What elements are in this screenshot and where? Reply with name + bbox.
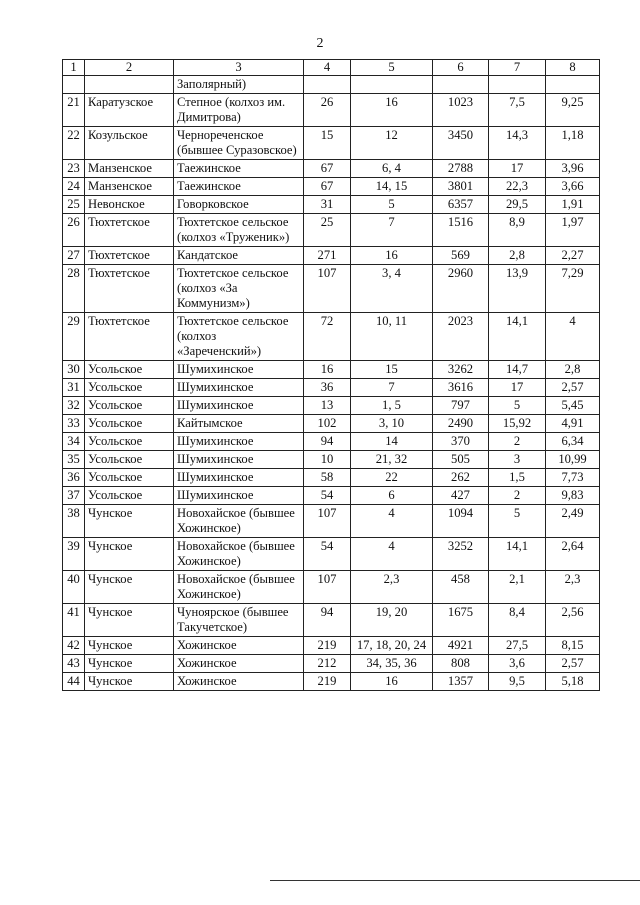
col-8-cell: 2,57 (546, 379, 600, 397)
settlement-cell: Тюхтетское сельское (колхоз «Зареченский») (174, 313, 304, 361)
col-7-cell: 2 (489, 487, 546, 505)
col-5-cell: 34, 35, 36 (351, 655, 433, 673)
col-5-cell: 15 (351, 361, 433, 379)
col-5-cell (351, 76, 433, 94)
col-8-cell: 2,3 (546, 571, 600, 604)
district-cell: Усольское (85, 433, 174, 451)
col-4-cell: 72 (304, 313, 351, 361)
col-5-cell: 17, 18, 20, 24 (351, 637, 433, 655)
col-6-cell: 427 (433, 487, 489, 505)
table-row (63, 127, 600, 160)
row-number-cell: 28 (63, 265, 85, 313)
settlement-cell: Говорковское (174, 196, 304, 214)
col-6-cell: 1023 (433, 94, 489, 127)
col-7-cell: 29,5 (489, 196, 546, 214)
table-row (63, 361, 600, 379)
col-8-cell: 5,18 (546, 673, 600, 691)
col-6-cell: 3252 (433, 538, 489, 571)
col-4-cell: 94 (304, 433, 351, 451)
table-row (63, 76, 600, 94)
district-cell: Усольское (85, 415, 174, 433)
col-5-cell: 6 (351, 487, 433, 505)
settlement-cell: Хожинское (174, 655, 304, 673)
district-cell: Тюхтетское (85, 214, 174, 247)
col-8-cell: 7,29 (546, 265, 600, 313)
column-header-8: 8 (546, 60, 600, 76)
table-row (63, 94, 600, 127)
col-4-cell: 54 (304, 538, 351, 571)
col-8-cell: 1,91 (546, 196, 600, 214)
col-6-cell: 4921 (433, 637, 489, 655)
col-7-cell: 13,9 (489, 265, 546, 313)
header-row (63, 60, 600, 76)
col-7-cell: 5 (489, 397, 546, 415)
settlement-cell: Новохайское (бывшее Хожинское) (174, 505, 304, 538)
col-6-cell: 2960 (433, 265, 489, 313)
col-7-cell: 7,5 (489, 94, 546, 127)
col-6-cell: 1516 (433, 214, 489, 247)
col-4-cell: 67 (304, 178, 351, 196)
col-7-cell: 9,5 (489, 673, 546, 691)
row-number-cell: 21 (63, 94, 85, 127)
col-6-cell: 370 (433, 433, 489, 451)
col-6-cell: 797 (433, 397, 489, 415)
col-7-cell: 27,5 (489, 637, 546, 655)
col-7-cell: 14,3 (489, 127, 546, 160)
table-row (63, 538, 600, 571)
district-cell: Манзенское (85, 160, 174, 178)
district-cell: Чунское (85, 571, 174, 604)
table-row (63, 214, 600, 247)
col-4-cell: 16 (304, 361, 351, 379)
col-4-cell: 94 (304, 604, 351, 637)
col-8-cell: 1,97 (546, 214, 600, 247)
table-row (63, 655, 600, 673)
col-4-cell: 102 (304, 415, 351, 433)
col-4-cell: 219 (304, 673, 351, 691)
col-6-cell: 3262 (433, 361, 489, 379)
col-8-cell: 3,96 (546, 160, 600, 178)
settlement-cell: Новохайское (бывшее Хожинское) (174, 571, 304, 604)
col-5-cell: 3, 4 (351, 265, 433, 313)
col-5-cell: 4 (351, 538, 433, 571)
district-cell: Усольское (85, 379, 174, 397)
col-8-cell: 4,91 (546, 415, 600, 433)
col-7-cell: 8,4 (489, 604, 546, 637)
row-number-cell: 23 (63, 160, 85, 178)
district-cell: Усольское (85, 361, 174, 379)
col-7-cell: 3 (489, 451, 546, 469)
col-5-cell: 2,3 (351, 571, 433, 604)
table-row (63, 673, 600, 691)
col-7-cell (489, 76, 546, 94)
table-row (63, 379, 600, 397)
row-number-cell: 25 (63, 196, 85, 214)
col-7-cell: 5 (489, 505, 546, 538)
col-8-cell: 1,18 (546, 127, 600, 160)
table-row (63, 469, 600, 487)
col-5-cell: 12 (351, 127, 433, 160)
district-cell (85, 76, 174, 94)
table-row (63, 637, 600, 655)
table-row (63, 415, 600, 433)
col-6-cell: 458 (433, 571, 489, 604)
col-7-cell: 22,3 (489, 178, 546, 196)
col-7-cell: 3,6 (489, 655, 546, 673)
table-row (63, 265, 600, 313)
col-8-cell (546, 76, 600, 94)
col-5-cell: 22 (351, 469, 433, 487)
col-6-cell: 3801 (433, 178, 489, 196)
col-8-cell: 3,66 (546, 178, 600, 196)
table-row (63, 247, 600, 265)
table-row (63, 397, 600, 415)
col-7-cell: 14,1 (489, 313, 546, 361)
column-header-5: 5 (351, 60, 433, 76)
row-number-cell: 35 (63, 451, 85, 469)
table-row (63, 571, 600, 604)
district-cell: Усольское (85, 451, 174, 469)
settlement-cell: Шумихинское (174, 379, 304, 397)
row-number-cell: 34 (63, 433, 85, 451)
district-cell: Чунское (85, 673, 174, 691)
col-4-cell: 271 (304, 247, 351, 265)
col-4-cell: 54 (304, 487, 351, 505)
col-4-cell: 26 (304, 94, 351, 127)
col-6-cell: 2788 (433, 160, 489, 178)
col-5-cell: 6, 4 (351, 160, 433, 178)
col-8-cell: 10,99 (546, 451, 600, 469)
row-number-cell: 38 (63, 505, 85, 538)
col-4-cell: 212 (304, 655, 351, 673)
district-cell: Чунское (85, 637, 174, 655)
col-4-cell: 107 (304, 505, 351, 538)
row-number-cell: 22 (63, 127, 85, 160)
column-header-2: 2 (85, 60, 174, 76)
settlement-cell: Чуноярское (бывшее Такучетское) (174, 604, 304, 637)
col-8-cell: 2,57 (546, 655, 600, 673)
col-5-cell: 5 (351, 196, 433, 214)
col-8-cell: 6,34 (546, 433, 600, 451)
col-4-cell: 107 (304, 571, 351, 604)
col-7-cell: 14,7 (489, 361, 546, 379)
col-6-cell: 1357 (433, 673, 489, 691)
district-cell: Чунское (85, 538, 174, 571)
row-number-cell: 40 (63, 571, 85, 604)
column-header-6: 6 (433, 60, 489, 76)
table-row (63, 604, 600, 637)
row-number-cell: 33 (63, 415, 85, 433)
col-4-cell: 107 (304, 265, 351, 313)
settlement-cell: Хожинское (174, 637, 304, 655)
row-number-cell: 26 (63, 214, 85, 247)
table-row (63, 433, 600, 451)
column-header-4: 4 (304, 60, 351, 76)
col-6-cell: 3450 (433, 127, 489, 160)
col-6-cell: 2023 (433, 313, 489, 361)
settlement-cell: Тюхтетское сельское (колхоз «Труженик») (174, 214, 304, 247)
district-cell: Усольское (85, 469, 174, 487)
row-number-cell: 41 (63, 604, 85, 637)
col-6-cell (433, 76, 489, 94)
col-5-cell: 19, 20 (351, 604, 433, 637)
settlement-cell: Шумихинское (174, 469, 304, 487)
table-row (63, 178, 600, 196)
row-number-cell: 30 (63, 361, 85, 379)
col-5-cell: 7 (351, 379, 433, 397)
settlement-cell: Шумихинское (174, 487, 304, 505)
col-8-cell: 4 (546, 313, 600, 361)
footer-rule (270, 880, 640, 881)
col-8-cell: 2,8 (546, 361, 600, 379)
district-cell: Чунское (85, 655, 174, 673)
col-5-cell: 3, 10 (351, 415, 433, 433)
district-cell: Манзенское (85, 178, 174, 196)
col-8-cell: 5,45 (546, 397, 600, 415)
col-4-cell: 15 (304, 127, 351, 160)
settlement-cell: Тюхтетское сельское (колхоз «За Коммунизм») (174, 265, 304, 313)
col-8-cell: 9,83 (546, 487, 600, 505)
settlement-cell: Шумихинское (174, 451, 304, 469)
district-cell: Тюхтетское (85, 265, 174, 313)
col-8-cell: 2,27 (546, 247, 600, 265)
district-cell: Чунское (85, 604, 174, 637)
col-7-cell: 2,1 (489, 571, 546, 604)
col-6-cell: 3616 (433, 379, 489, 397)
col-8-cell: 9,25 (546, 94, 600, 127)
col-8-cell: 2,64 (546, 538, 600, 571)
row-number-cell: 37 (63, 487, 85, 505)
table-row (63, 196, 600, 214)
col-4-cell (304, 76, 351, 94)
row-number-cell: 32 (63, 397, 85, 415)
col-5-cell: 14 (351, 433, 433, 451)
col-6-cell: 262 (433, 469, 489, 487)
settlement-cell: Шумихинское (174, 397, 304, 415)
column-header-1: 1 (63, 60, 85, 76)
district-cell: Козульское (85, 127, 174, 160)
column-header-3: 3 (174, 60, 304, 76)
settlement-cell: Шумихинское (174, 361, 304, 379)
col-8-cell: 2,49 (546, 505, 600, 538)
col-5-cell: 21, 32 (351, 451, 433, 469)
col-6-cell: 1675 (433, 604, 489, 637)
row-number-cell (63, 76, 85, 94)
col-4-cell: 25 (304, 214, 351, 247)
col-4-cell: 58 (304, 469, 351, 487)
row-number-cell: 42 (63, 637, 85, 655)
row-number-cell: 36 (63, 469, 85, 487)
settlement-cell: Кайтымское (174, 415, 304, 433)
col-4-cell: 219 (304, 637, 351, 655)
district-cell: Чунское (85, 505, 174, 538)
col-6-cell: 2490 (433, 415, 489, 433)
col-5-cell: 4 (351, 505, 433, 538)
column-header-7: 7 (489, 60, 546, 76)
row-number-cell: 39 (63, 538, 85, 571)
col-5-cell: 16 (351, 94, 433, 127)
col-5-cell: 16 (351, 247, 433, 265)
col-6-cell: 6357 (433, 196, 489, 214)
col-7-cell: 17 (489, 379, 546, 397)
table-body (63, 76, 600, 691)
settlement-cell: Кандатское (174, 247, 304, 265)
settlement-cell: Таежинское (174, 178, 304, 196)
district-cell: Тюхтетское (85, 247, 174, 265)
settlement-cell: Степное (колхоз им. Димитрова) (174, 94, 304, 127)
district-cell: Тюхтетское (85, 313, 174, 361)
settlement-cell: Шумихинское (174, 433, 304, 451)
table-row (63, 160, 600, 178)
col-6-cell: 808 (433, 655, 489, 673)
col-8-cell: 7,73 (546, 469, 600, 487)
col-8-cell: 8,15 (546, 637, 600, 655)
col-5-cell: 16 (351, 673, 433, 691)
settlement-cell: Хожинское (174, 673, 304, 691)
data-table (62, 59, 600, 691)
table-row (63, 451, 600, 469)
table-row (63, 505, 600, 538)
col-6-cell: 1094 (433, 505, 489, 538)
col-6-cell: 505 (433, 451, 489, 469)
col-6-cell: 569 (433, 247, 489, 265)
col-4-cell: 13 (304, 397, 351, 415)
district-cell: Усольское (85, 397, 174, 415)
table-row (63, 487, 600, 505)
col-5-cell: 1, 5 (351, 397, 433, 415)
page-number: 2 (316, 36, 324, 51)
col-5-cell: 7 (351, 214, 433, 247)
col-7-cell: 15,92 (489, 415, 546, 433)
row-number-cell: 24 (63, 178, 85, 196)
row-number-cell: 44 (63, 673, 85, 691)
col-5-cell: 10, 11 (351, 313, 433, 361)
col-7-cell: 17 (489, 160, 546, 178)
district-cell: Невонское (85, 196, 174, 214)
col-8-cell: 2,56 (546, 604, 600, 637)
col-4-cell: 36 (304, 379, 351, 397)
col-7-cell: 2 (489, 433, 546, 451)
col-7-cell: 2,8 (489, 247, 546, 265)
row-number-cell: 27 (63, 247, 85, 265)
district-cell: Каратузское (85, 94, 174, 127)
col-7-cell: 8,9 (489, 214, 546, 247)
col-7-cell: 1,5 (489, 469, 546, 487)
col-4-cell: 31 (304, 196, 351, 214)
row-number-cell: 43 (63, 655, 85, 673)
col-5-cell: 14, 15 (351, 178, 433, 196)
settlement-cell: Новохайское (бывшее Хожинское) (174, 538, 304, 571)
district-cell: Усольское (85, 487, 174, 505)
col-4-cell: 10 (304, 451, 351, 469)
row-number-cell: 31 (63, 379, 85, 397)
table-row (63, 313, 600, 361)
row-number-cell: 29 (63, 313, 85, 361)
settlement-cell: Таежинское (174, 160, 304, 178)
settlement-cell: Чернореченское (бывшее Суразовское) (174, 127, 304, 160)
col-4-cell: 67 (304, 160, 351, 178)
col-7-cell: 14,1 (489, 538, 546, 571)
settlement-cell: Заполярный) (174, 76, 304, 94)
